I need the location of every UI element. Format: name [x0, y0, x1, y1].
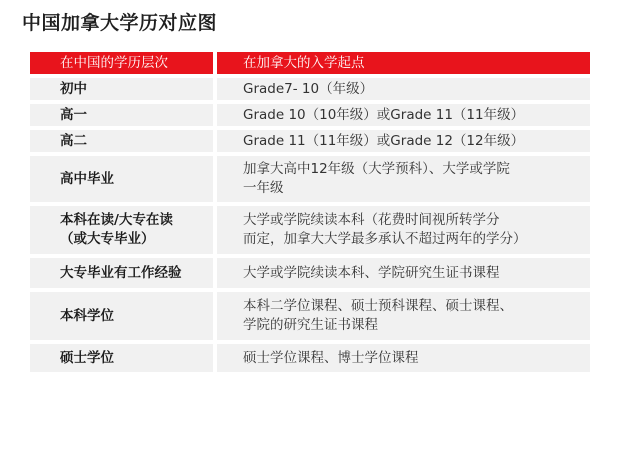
china-level-cell: 高中毕业	[30, 156, 213, 202]
canada-entry-cell: Grade7- 10（年级）	[217, 78, 590, 100]
canada-entry-cell: Grade 10（10年级）或Grade 11（11年级）	[217, 104, 590, 126]
canada-entry-cell: Grade 11（11年级）或Grade 12（12年级）	[217, 130, 590, 152]
table-row	[30, 104, 590, 126]
table-row	[30, 130, 590, 152]
china-level-cell: 初中	[30, 78, 213, 100]
table-row	[30, 156, 590, 202]
china-level-cell: 高二	[30, 130, 213, 152]
page-title: 中国加拿大学历对应图	[22, 12, 218, 34]
table-row	[30, 258, 590, 288]
table-row	[30, 78, 590, 100]
canada-entry-cell: 加拿大高中12年级（大学预科）、大学或学院 一年级	[217, 156, 590, 202]
education-mapping-table	[30, 52, 590, 376]
table-row	[30, 206, 590, 254]
china-level-cell: 本科学位	[30, 292, 213, 340]
canada-entry-cell: 大学或学院续读本科、学院研究生证书课程	[217, 258, 590, 288]
table-row	[30, 292, 590, 340]
header-china-level: 在中国的学历层次	[30, 52, 213, 74]
canada-entry-cell: 硕士学位课程、博士学位课程	[217, 344, 590, 372]
china-level-cell: 大专毕业有工作经验	[30, 258, 213, 288]
canada-entry-cell: 大学或学院续读本科（花费时间视所转学分 而定，加拿大大学最多承认不超过两年的学分）	[217, 206, 590, 254]
canada-entry-cell: 本科二学位课程、硕士预科课程、硕士课程、 学院的研究生证书课程	[217, 292, 590, 340]
table-row	[30, 344, 590, 372]
header-canada-entry: 在加拿大的入学起点	[217, 52, 590, 74]
china-level-cell: 高一	[30, 104, 213, 126]
china-level-cell: 硕士学位	[30, 344, 213, 372]
china-level-cell: 本科在读/大专在读 （或大专毕业）	[30, 206, 213, 254]
table-header	[30, 52, 590, 74]
